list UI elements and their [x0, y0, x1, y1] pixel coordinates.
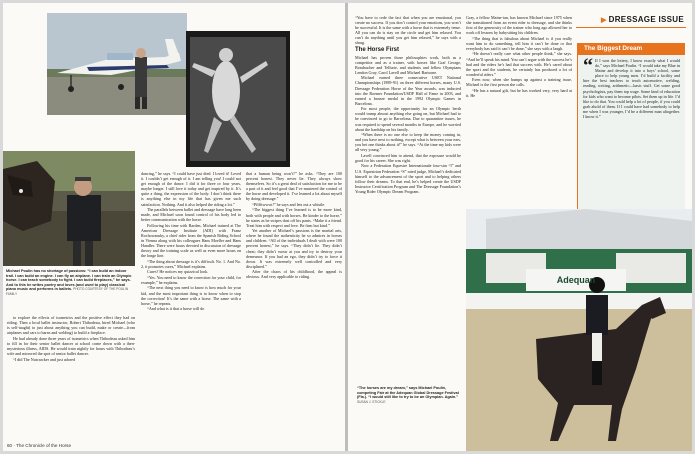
paragraph: Gray, a fellow Maine-ian, has known Michael since 1975 when she transitioned from an event rider to dressage, and she thinks first of the generosity of the trainer who long ago allowed her to work off lessons by babysitting his children. [466, 15, 572, 36]
right-caption-text: “The horses are my dream,” says Michael Poulin, competing Fair at the Adequan Global Dressage Festival (Fla.). “I would still like to try to be an Olympian. Again.” [357, 386, 459, 400]
right-column-1 [355, 15, 461, 327]
paragraph: “The biggest thing I’ve learned is to be more kind, both with people and with horses. Be kinder to the horse,” he states as he swipes dust off his pants. “Make it a friend. Treat him with respect and love. Be firm but kind.” [246, 207, 342, 228]
section-tag [601, 15, 684, 24]
paragraph: The parallels between ballet and dressage have long been made, and Michael soon found control of his body led to better communication with the horse. [141, 207, 241, 223]
paragraph: “He doesn’t really care what other people think,” she says. “And he’ll speak his mind. You can’t argue with the success he’s had and the riders he’s had that success with. He’s cared about the sport and the students, he certainly has produced a lot of wonderful riders.” [466, 51, 572, 77]
left-photo-caption [6, 269, 134, 297]
paragraph: Now a Federation Equestre Internationale four-star “I” and U.S. Equestrian Federation “S” rated judge, Michael’s dedicated himself to the advancement of the sport and to helping others follow their dreams. To that end, he’s helped create the USDF Instructor Certification Program and The Dressage Foundation’s Young Rider Olympic Dream Program. [355, 163, 461, 194]
paragraph: “When there is no one else to keep the money coming in, and you have next to nothing, except what is between your ears, you bet one thinks about it!” he says. “At the time my kids were all very young.” [355, 132, 461, 153]
left-caption-text: Michael Poulin has no shortage of passions: “I can build an indoor trail. I can build an engine. I can fly an airplane. I can train an Olympic horse. I can teach somebody to fight. I can build fireplaces,” he says. And to this he writes poetry and loves (and used to play) classical piano music and performs in ballets. [6, 269, 132, 292]
sidebar-body [583, 55, 680, 120]
paragraph: “I did The Nutcracker and just adored [13, 356, 75, 362]
left-caption-credit: PHOTO COURTESY OF THE POULIN FAMILY [6, 287, 129, 296]
paragraph: He had already done three years of isometrics when Thibodeau asked him to fill in for their senior ballet dancer at school come down with a then-mysterious illness, AIDS. He would train nightly for hours with Thibodeau’s wife and mirrored the spot of senior ballet dancer. [7, 335, 135, 357]
paragraph: dancing,” he says. “I could have just died. I loved it! Loved it. I couldn’t get enough of it. I am telling you! I could not get enough of the dance. I did it for three or four years, maybe longer. I still love it today and get inspired by it. It’s quite a thing, the expression of the body. I don’t think there is anything else in my life that has given me such satisfaction. Nothing. And it also helped the riding a lot.” [141, 171, 241, 207]
left-middle-column [141, 171, 241, 441]
paragraph: For most people, the opportunity for an Olympic berth would trump almost anything else going on, but Michael had to be convinced to go to Barcelona. Due to quarantine issues, he was required to spend several months in Europe, and he worried about the hardship on his family. [355, 106, 461, 132]
paragraph: “Yes. You need to know the correction for your child, for example,” he explains. [141, 274, 241, 285]
paragraph: “He has a natural gift, but he has worked very, very hard at it. He [466, 87, 572, 98]
paragraph: Following his time with Barden, Michael trained at The American Dressage Institute (ADI) with Franz Rochowansky, a chief rider from the Spanish Riding School in Vienna along with his colleagues Hans Moeller and Hans Handler. There were hours devoted to discussion of dressage theory and the training scale as well as even more hours on the longe line. [141, 222, 241, 259]
ballet-photo [186, 31, 290, 167]
horse-portrait-photo [3, 151, 135, 266]
sidebar-title: The Biggest Dream [578, 43, 685, 55]
paragraph: “Pfffftwwwt!” he says and lets out a whistle. [252, 201, 326, 207]
right-caption-credit: SUSAN J. STICKLE [357, 399, 386, 404]
paragraph: “And what is it that a horse will do [147, 306, 205, 312]
paragraph: “You have to cede the fact that when you are emotional, you create no success. If you don’t control your emotions, you won’t be successful. It is the same with a horse that is extremely tense. All you can do is stay on the circle and get him relaxed. You can’t do anything until you get him relaxed,” he says with a shrug. [355, 15, 461, 46]
left-page [3, 3, 345, 451]
paragraph: “The next thing you need to know is how much for your kid, and the most important thing is to know when to stop the correction! It’s the same with a horse. The same with a horse,” he repeats. [141, 285, 241, 306]
paragraph: Even now, when she bumps up against a training issue, Michael is the first person she calls. [466, 77, 572, 88]
left-right-column [246, 171, 342, 441]
paragraph: Michael has proven those philosophies work, both as a competitor and as a trainer, with horses like Graf George, Bondsucher and Tellurie, and students and fellow Olympians Lendon Gray, Carol Lavell and Michael Barisone. [355, 54, 461, 75]
section-rule [576, 27, 686, 28]
right-photo-caption [357, 386, 461, 404]
paragraph: to explore the effects of isometrics and the positive effect they had on riding. Then a local ballet instructor, Robert Thibodeau, hired Michael (who is self-taught) to just about anything you can build, make or create—from airplanes and cars to barns and welding) to build a fireplace. [7, 315, 135, 336]
paragraph: that a human being won’t?” he asks. “They are 100 percent honest. They never lie. They always show themselves. So it’s a great deal of satisfaction for me to be a part of it and feel good that I’ve mastered the control of the horse and developed it. I’ve learned a lot about myself by doing dressage.” [246, 171, 342, 202]
sidebar-text: If I won the lottery, I know exactly what I would do,” says Michael Poulin. “I would take my Blue in Maine and develop it into a boys’ school, some place to help young men. I’d build a facility and hire the best teachers to teach automotive, welding, reading, writing, arithmetic—basic stuff. Get some good psychologists, pay them top wage. Some kind of education for kids who want to become pilots. Set them up in life. I’d like to do that. You could help a lot of people, if you could grab ahold of them. If I could have had somebody to help me when I was younger, I’d be a different man altogether. I know it.” [583, 58, 680, 120]
biggest-dream-sidebar [577, 43, 685, 231]
left-folio: 60 · The Chronicle of the Horse [7, 443, 72, 448]
dressage-arena-photo [466, 209, 692, 451]
paragraph: After the chaos of his childhood, the appeal is obvious. And very applicable to riding. [246, 269, 342, 280]
arena-sign: Adequan [556, 275, 596, 285]
paragraph: “The thing that is fabulous about Michael is if you really want him to do something, tell him it can’t be done or that everybody has said it can’t be done,” she says with a laugh. [466, 35, 572, 51]
triangle-icon: ▶ [600, 16, 607, 24]
right-page [348, 3, 692, 451]
subhead: The Horse First [355, 46, 400, 53]
paragraph: “The thing about dressage is it’s difficult. No. 1. And No. 2, it promotes cures,” Michael explains. [141, 258, 241, 269]
airplane-photo [47, 13, 187, 115]
sidebar-dropcap: “ [583, 55, 593, 77]
paragraph: Cures? He notices my quizzical look. [147, 269, 209, 275]
section-tag-label: DRESSAGE ISSUE [608, 15, 684, 24]
right-column-2 [466, 15, 572, 207]
paragraph: Yet another of Michael’s passions is the martial arts, where he found the authenticity he so admires in horses and children. “All of the individuals I dealt with were 100 percent honest,” he says. “They didn’t lie. They didn’t cheat; they didn’t swear at you and try to destroy your demeanor. If you had an ego, they didn’t try to force it down. It was extremely well controlled and very disciplined.” [246, 228, 342, 269]
left-column-bottom [7, 315, 135, 441]
paragraph: Lavell convinced him to attend, that the exposure would be good for his career. She was right. [355, 152, 461, 163]
paragraph: Michael earned three consecutive USET National Championships (1989-91) on three different horses, many U.S. Dressage Federation Horse of the Year awards, was inducted into the Roemer Foundation/USDF Hall of Fame in 2003, and earned a bronze medal in the 1992 Olympic Games in Barcelona. [355, 75, 461, 106]
